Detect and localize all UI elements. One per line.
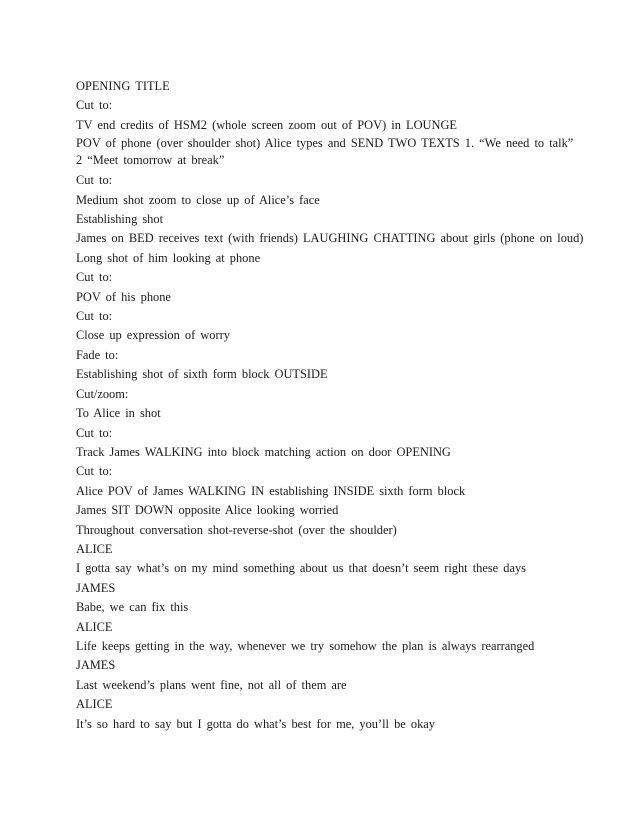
- script-line: Track James WALKING into block matching action on door OPENING: [76, 444, 451, 459]
- script-line: To Alice in shot: [76, 406, 161, 421]
- script-line: Cut to:: [76, 270, 113, 285]
- dialogue-line: Last weekend’s plans went fine, not all of them are: [76, 677, 347, 692]
- script-line: OPENING TITLE: [76, 79, 170, 93]
- script-line: Long shot of him looking at phone: [76, 250, 261, 265]
- script-line: James SIT DOWN opposite Alice looking worried: [76, 503, 339, 518]
- script-line: Cut to:: [76, 309, 113, 324]
- dialogue-line: I gotta say what’s on my mind something about us that doesn’t seem right these days: [76, 561, 526, 576]
- script-line: Alice POV of James WALKING IN establishing INSIDE sixth form block: [76, 483, 466, 498]
- script-line: Cut to:: [76, 464, 113, 479]
- speaker-name: ALICE: [76, 697, 113, 712]
- script-line: Establishing shot of sixth form block OUTSIDE: [76, 367, 328, 382]
- script-line: TV end credits of HSM2 (whole screen zoom out of POV) in LOUNGE: [76, 117, 457, 132]
- speaker-name: JAMES: [76, 658, 116, 673]
- speaker-name: ALICE: [76, 619, 113, 634]
- script-line: POV of his phone: [76, 289, 171, 304]
- dialogue-line: Life keeps getting in the way, whenever we try somehow the plan is always rearranged: [76, 638, 535, 653]
- speaker-name: JAMES: [76, 580, 116, 595]
- script-line: Cut to:: [76, 173, 113, 188]
- script-line: Throughout conversation shot-reverse-shot (over the shoulder): [76, 522, 397, 537]
- script-line: Medium shot zoom to close up of Alice’s face: [76, 192, 320, 207]
- script-line: Close up expression of worry: [76, 328, 230, 343]
- dialogue-line: Babe, we can fix this: [76, 600, 189, 615]
- script-line: Fade to:: [76, 347, 119, 362]
- script-line: Cut to:: [76, 98, 113, 113]
- script-line: Cut to:: [76, 425, 113, 440]
- script-line: Cut/zoom:: [76, 386, 129, 401]
- dialogue-line: It’s so hard to say but I gotta do what’s best for me, you’ll be okay: [76, 716, 435, 731]
- script-line: POV of phone (over shoulder shot) Alice types and SEND TWO TEXTS 1. “We need to talk” 2 “Meet tomorrow at break”: [76, 136, 574, 167]
- script-body: [76, 77, 584, 734]
- speaker-name: ALICE: [76, 541, 113, 556]
- script-line: Establishing shot: [76, 212, 164, 227]
- script-line: James on BED receives text (with friends) LAUGHING CHATTING about girls (phone on loud): [76, 231, 584, 246]
